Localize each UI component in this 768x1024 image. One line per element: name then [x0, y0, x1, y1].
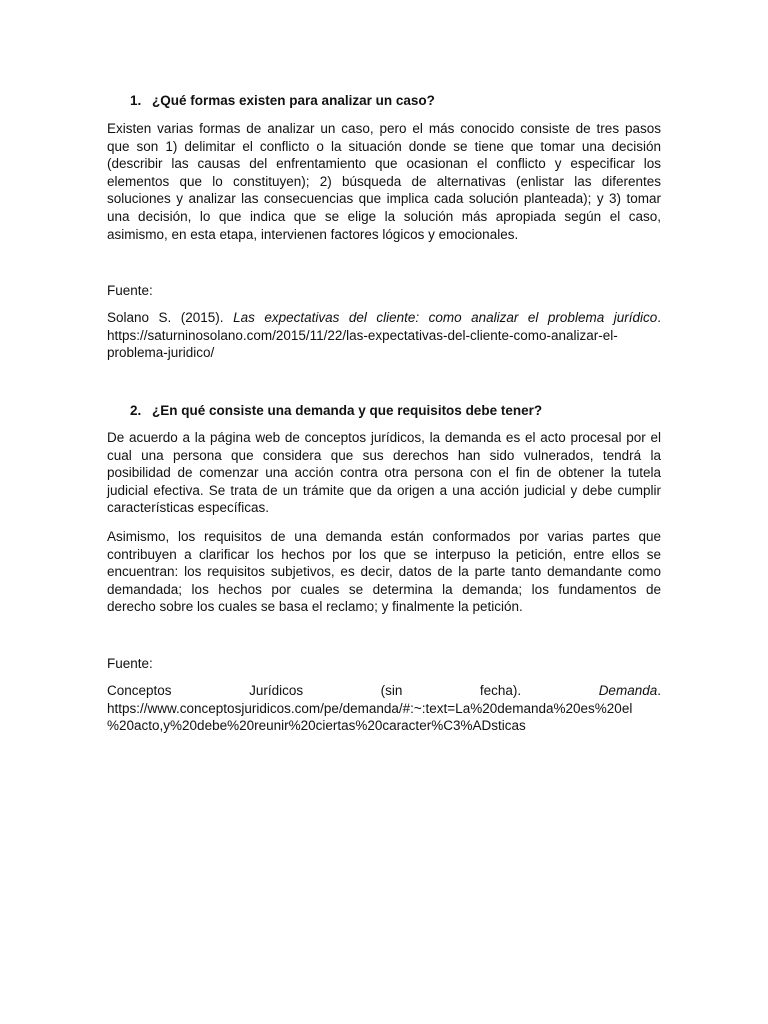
- answer-1-line: que son 1) delimitar el conflicto o la situación donde se tiene que tomar una decisión: [107, 138, 661, 154]
- answer-2-p2-line: contribuyen a clarificar los hechos por los que se interpuso la petición, entre ellos se: [107, 546, 661, 562]
- answer-1-line: asimismo, en esta etapa, intervienen factores lógicos y emocionales.: [107, 226, 519, 242]
- question-1-text: ¿Qué formas existen para analizar un caso?: [152, 93, 435, 108]
- answer-2-p1-line: posibilidad de comenzar una acción contra otra persona con el fin de obtener la tutela: [107, 465, 661, 481]
- answer-2-p2-line: encuentran: los requisitos subjetivos, es decir, datos de la parte tanto demandante como: [107, 564, 661, 580]
- answer-2-paragraph-1: [107, 429, 661, 517]
- reference-1-url-line1: https://saturninosolano.com/2015/11/22/las-expectativas-del-cliente-como-analizar-el-: [107, 327, 618, 343]
- reference-2-url-line2: %20acto,y%20debe%20reunir%20ciertas%20caracter%C3%ADsticas: [107, 718, 526, 734]
- answer-2-p1-line: cual una persona que considera que sus derechos han sido vulnerados, tendrá la: [107, 447, 661, 463]
- answer-2-p2-line: derecho sobre los cuales se basa el reclamo; y finalmente la petición.: [107, 599, 523, 615]
- reference-2-author-word: (sin: [380, 683, 403, 698]
- answer-2-p2-line: demandada; los hechos por cuales se determina la demanda; los fundamentos de: [107, 581, 661, 597]
- reference-1-url-line2: problema-juridico/: [107, 345, 215, 361]
- answer-1-line: soluciones y analizar las consecuencias que implica cada solución planteada); y 3) tomar: [107, 191, 661, 207]
- reference-2-author-word: Conceptos: [107, 683, 172, 698]
- reference-1-citation-line: Solano S. (2015). Las expectativas del cliente: como analizar el problema jurídico.: [107, 310, 661, 325]
- answer-1-line: una decisión, lo que indica que se elige la solución más apropiada según el caso,: [107, 208, 661, 224]
- reference-2-title: Demanda: [598, 683, 658, 698]
- question-2-number: 2.: [130, 403, 142, 418]
- answer-2-p1-line: judicial efectiva. Se trata de un trámite que da origen a una acción judicial y debe cumplir: [107, 482, 661, 498]
- answer-1-line: elementos que lo constituyen); 2) búsqueda de alternativas (enlistar las diferentes: [107, 173, 661, 189]
- answer-2-p2-line: Asimismo, los requisitos de una demanda están conformados por varias partes que: [107, 529, 661, 544]
- answer-1-line: (describir las causas del enfrentamiento que ocasionan el conflicto y especificar los: [107, 156, 661, 172]
- reference-1-author: Solano S. (2015).: [107, 310, 224, 325]
- question-1-number: 1.: [130, 93, 142, 108]
- source-2-label: Fuente:: [107, 656, 153, 671]
- question-2-text: ¿En qué consiste una demanda y que requisitos debe tener?: [152, 403, 543, 418]
- answer-1-line: Existen varias formas de analizar un caso, pero el más conocido consiste de tres pasos: [107, 121, 661, 136]
- source-1-label: Fuente:: [107, 283, 153, 298]
- reference-2-url-line1: https://www.conceptosjuridicos.com/pe/demanda/#:~:text=La%20demanda%20es%20el: [107, 700, 633, 716]
- source-2-reference: [107, 682, 661, 735]
- reference-2-author-word: fecha).: [479, 683, 522, 698]
- reference-2-citation-line: Conceptos Jurídicos (sin fecha). Demanda.: [107, 683, 661, 698]
- source-1-reference: [107, 309, 661, 362]
- question-2-heading: [130, 402, 542, 419]
- reference-2-author-word: Jurídicos: [249, 683, 304, 698]
- answer-1-paragraph: [107, 120, 661, 243]
- reference-1-title: Las expectativas del cliente: como analizar el problema jurídico: [233, 310, 658, 325]
- answer-2-p1-line: características específicas.: [107, 500, 270, 516]
- question-1-heading: [130, 92, 435, 109]
- answer-2-paragraph-2: [107, 528, 661, 616]
- answer-2-p1-line: De acuerdo a la página web de conceptos jurídicos, la demanda es el acto procesal por el: [107, 430, 661, 445]
